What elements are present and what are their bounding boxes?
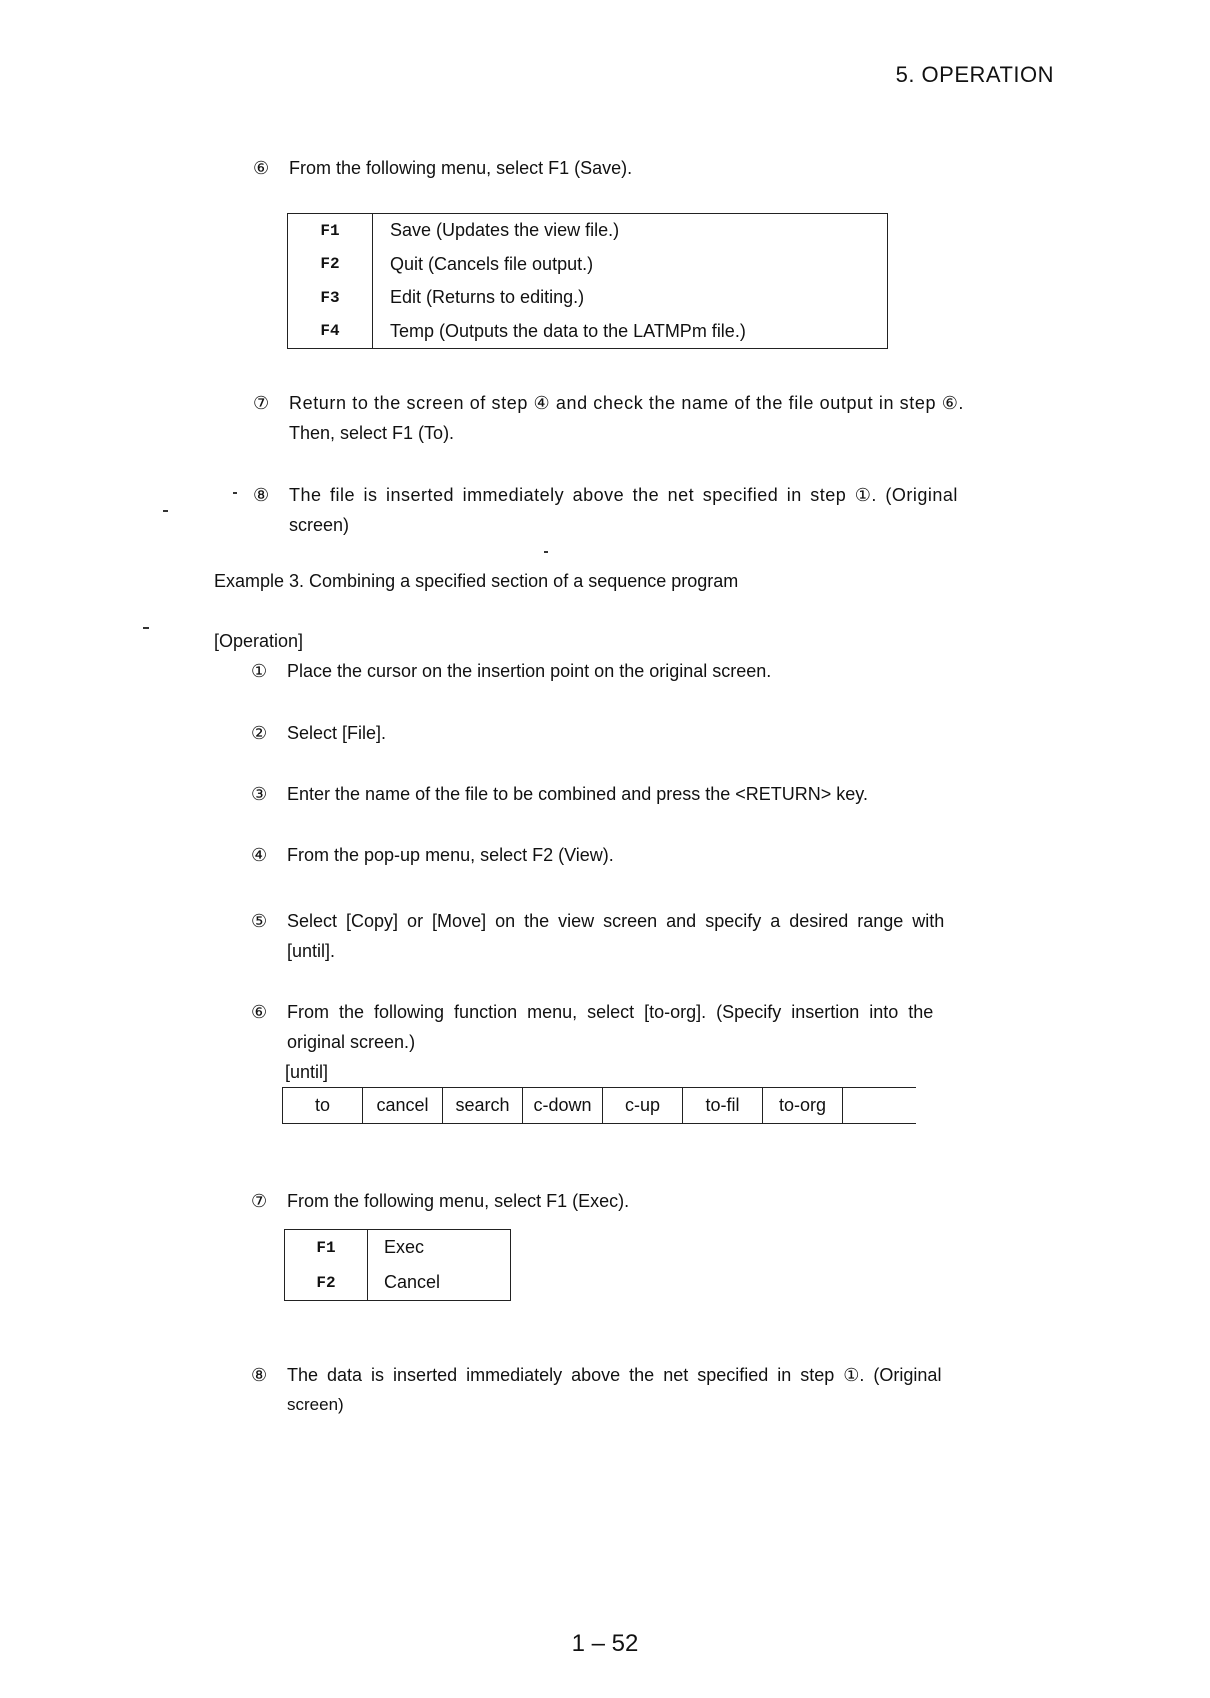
menu-row[interactable]	[285, 1230, 511, 1266]
menu-key: F4	[288, 314, 373, 348]
step-text-line1: Select [Copy] or [Move] on the view screen and specify a desired range with	[287, 911, 945, 931]
menu-desc: Edit (Returns to editing.)	[390, 287, 585, 308]
ex3-step-7	[251, 1191, 629, 1212]
menu-row[interactable]	[288, 214, 888, 248]
step-8-inserted	[253, 480, 958, 540]
menu-row[interactable]	[288, 314, 888, 348]
menu-key: F2	[288, 248, 373, 281]
menu-desc: Cancel	[384, 1272, 441, 1292]
fn-search[interactable]: search	[442, 1088, 522, 1123]
step-text-line1: The data is inserted immediately above the net specified in step ①. (Original	[287, 1365, 942, 1385]
operation-label: [Operation]	[214, 631, 304, 651]
step-number: ⑦	[253, 393, 270, 413]
fn-empty-slot[interactable]	[842, 1088, 916, 1123]
ex3-step-5	[251, 906, 944, 966]
ex3-step-2	[251, 723, 386, 744]
step-text-line2: Then, select F1 (To).	[289, 423, 455, 443]
function-bar-label: [until]	[285, 1062, 329, 1082]
step-7-return	[253, 388, 964, 448]
fn-c-down[interactable]: c-down	[522, 1088, 602, 1123]
ex3-step-8	[251, 1360, 941, 1420]
step-text-line1: Return to the screen of step ④ and check the name of the file output in step ⑥.	[289, 393, 965, 413]
scan-speck	[143, 627, 149, 629]
step-number: ④	[251, 845, 268, 865]
step-number: ⑧	[253, 485, 270, 505]
step-number: ⑧	[251, 1365, 268, 1385]
step-number: ①	[251, 661, 268, 681]
fn-to[interactable]: to	[282, 1088, 362, 1123]
step-text-line1: The file is inserted immediately above the net specified in step ①. (Original	[289, 485, 958, 505]
menu-row[interactable]	[288, 281, 888, 314]
step-number: ②	[251, 723, 268, 743]
section-header: 5. OPERATION	[895, 62, 1054, 87]
step-text-line2: screen)	[287, 1395, 344, 1414]
step-number: ⑥	[251, 1002, 268, 1022]
scan-speck	[163, 510, 168, 512]
scan-speck	[233, 492, 237, 494]
menu-row[interactable]	[285, 1265, 511, 1301]
ex3-step-1	[251, 661, 771, 682]
menu-desc: Exec	[384, 1237, 425, 1257]
menu-row[interactable]	[288, 248, 888, 281]
menu-key: F1	[285, 1230, 368, 1266]
step-text: Enter the name of the file to be combined and press the <RETURN> key.	[287, 784, 868, 804]
menu-desc: Save (Updates the view file.)	[390, 220, 620, 241]
fn-cancel[interactable]: cancel	[362, 1088, 442, 1123]
exec-menu-table	[284, 1229, 511, 1301]
step-text-line1: From the following function menu, select [to-org]. (Specify insertion into the	[287, 1002, 934, 1022]
step-number: ③	[251, 784, 268, 804]
step-6-save	[253, 158, 632, 179]
menu-key: F3	[288, 281, 373, 314]
menu-desc: Temp (Outputs the data to the LATMPm file.)	[390, 320, 746, 341]
step-text-line2: screen)	[289, 515, 350, 535]
step-text-line2: original screen.)	[287, 1032, 416, 1052]
step-text-line2: [until].	[287, 941, 336, 961]
fn-to-org[interactable]: to-org	[762, 1088, 842, 1123]
fn-to-fil[interactable]: to-fil	[682, 1088, 762, 1123]
step-number: ⑥	[253, 158, 270, 178]
step-text: Select [File].	[287, 723, 387, 743]
ex3-step-3	[251, 784, 868, 805]
fn-c-up[interactable]: c-up	[602, 1088, 682, 1123]
menu-key: F1	[288, 214, 373, 248]
step-text: From the following menu, select F1 (Save).	[289, 158, 633, 178]
step-text: Place the cursor on the insertion point on the original screen.	[287, 661, 772, 681]
save-menu-table	[287, 213, 888, 349]
step-number: ⑦	[251, 1191, 268, 1211]
scan-speck	[544, 551, 548, 553]
step-text: From the following menu, select F1 (Exec).	[287, 1191, 630, 1211]
step-number: ⑤	[251, 911, 268, 931]
function-menu-bar	[282, 1087, 916, 1124]
menu-key: F2	[285, 1265, 368, 1301]
page-number: 1 – 52	[571, 1630, 639, 1657]
ex3-step-4	[251, 845, 614, 866]
step-text: From the pop-up menu, select F2 (View).	[287, 845, 614, 865]
menu-desc: Quit (Cancels file output.)	[390, 253, 594, 274]
ex3-step-6	[251, 997, 933, 1057]
example-3-title: Example 3. Combining a specified section of a sequence program	[214, 571, 739, 591]
